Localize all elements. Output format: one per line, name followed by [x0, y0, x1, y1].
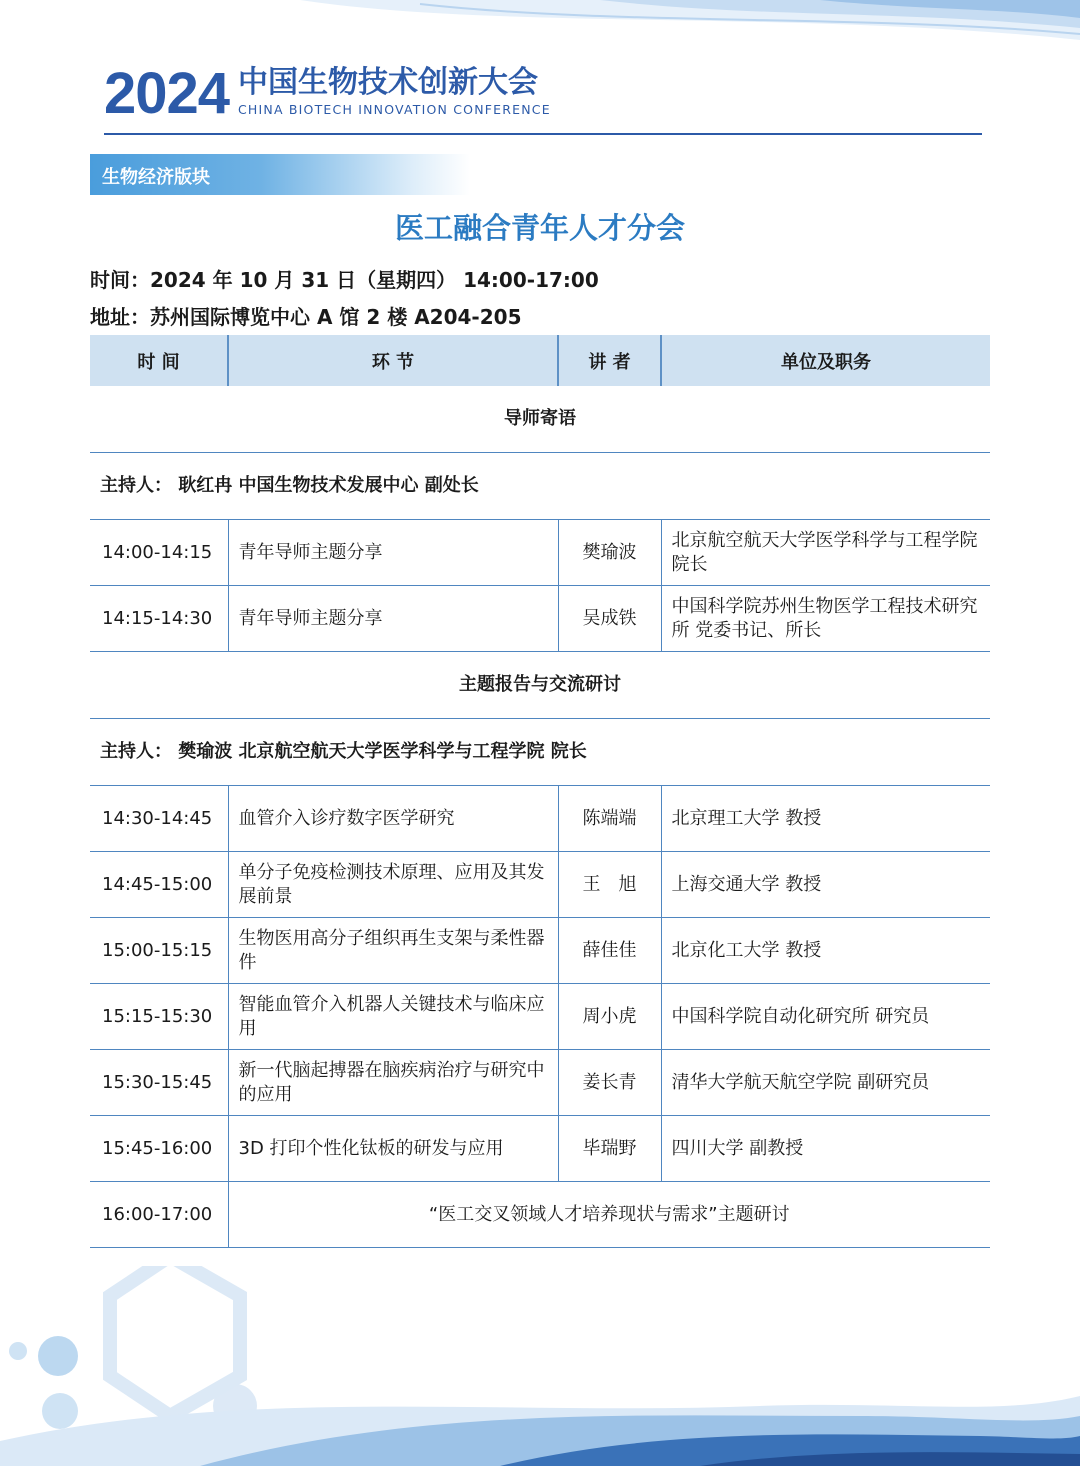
header-session: 环 节 — [228, 335, 558, 386]
schedule-table — [90, 335, 990, 1248]
cell-speaker: 姜长青 — [558, 1050, 661, 1116]
table-row — [90, 1050, 990, 1116]
section-title-row — [90, 386, 990, 453]
cell-time: 14:30-14:45 — [90, 786, 228, 852]
table-row — [90, 984, 990, 1050]
section-title-row — [90, 652, 990, 719]
cell-time: 14:45-15:00 — [90, 852, 228, 918]
conference-name-en: CHINA BIOTECH INNOVATION CONFERENCE — [238, 102, 551, 117]
cell-affiliation: 中国科学院苏州生物医学工程技术研究所 党委书记、所长 — [661, 586, 990, 652]
section-title: 导师寄语 — [90, 386, 990, 453]
header-speaker: 讲 者 — [558, 335, 661, 386]
cell-topic: 青年导师主题分享 — [228, 520, 558, 586]
host-row — [90, 719, 990, 786]
cell-speaker: 王 旭 — [558, 852, 661, 918]
cell-affiliation: 中国科学院自动化研究所 研究员 — [661, 984, 990, 1050]
cell-time: 14:00-14:15 — [90, 520, 228, 586]
cell-affiliation: 四川大学 副教授 — [661, 1116, 990, 1182]
cell-affiliation: 北京化工大学 教授 — [661, 918, 990, 984]
cell-speaker: 周小虎 — [558, 984, 661, 1050]
section-tag — [90, 154, 470, 195]
conference-year: 2024 — [104, 61, 230, 126]
header-time: 时 间 — [90, 335, 228, 386]
forum-title: 医工融合青年人才分会 — [394, 211, 685, 245]
cell-time: 14:15-14:30 — [90, 586, 228, 652]
top-wave-decoration — [0, 0, 1080, 60]
cell-speaker: 吴成铁 — [558, 586, 661, 652]
event-address: 地址：苏州国际博览中心 A 馆 2 楼 A204-205 — [90, 305, 522, 329]
section-tag-label: 生物经济版块 — [102, 167, 210, 188]
host-row — [90, 453, 990, 520]
cell-affiliation: 上海交通大学 教授 — [661, 852, 990, 918]
table-row — [90, 586, 990, 652]
cell-topic: 单分子免疫检测技术原理、应用及其发展前景 — [228, 852, 558, 918]
cell-topic: “医工交叉领域人才培养现状与需求”主题研讨 — [228, 1182, 990, 1248]
section-title: 主题报告与交流研讨 — [90, 652, 990, 719]
cell-time: 15:30-15:45 — [90, 1050, 228, 1116]
cell-topic: 3D 打印个性化钛板的研发与应用 — [228, 1116, 558, 1182]
cell-topic: 新一代脑起搏器在脑疾病治疗与研究中的应用 — [228, 1050, 558, 1116]
table-row — [90, 786, 990, 852]
cell-affiliation: 北京理工大学 教授 — [661, 786, 990, 852]
cell-speaker: 樊瑜波 — [558, 520, 661, 586]
event-time: 时间：2024 年 10 月 31 日（星期四） 14:00-17:00 — [90, 268, 599, 292]
cell-topic: 智能血管介入机器人关键技术与临床应用 — [228, 984, 558, 1050]
cell-time: 16:00-17:00 — [90, 1182, 228, 1248]
table-row — [90, 918, 990, 984]
cell-affiliation: 清华大学航天航空学院 副研究员 — [661, 1050, 990, 1116]
table-row — [90, 520, 990, 586]
host-text: 主持人： 耿红冉 中国生物技术发展中心 副处长 — [90, 453, 990, 520]
host-text: 主持人： 樊瑜波 北京航空航天大学医学科学与工程学院 院长 — [90, 719, 990, 786]
cell-time: 15:45-16:00 — [90, 1116, 228, 1182]
header-affiliation: 单位及职务 — [661, 335, 990, 386]
table-row — [90, 1116, 990, 1182]
cell-speaker: 薛佳佳 — [558, 918, 661, 984]
table-header-row — [90, 335, 990, 386]
conference-name-cn: 中国生物技术创新大会 — [238, 65, 538, 100]
cell-topic: 生物医用高分子组织再生支架与柔性器件 — [228, 918, 558, 984]
cell-topic: 血管介入诊疗数字医学研究 — [228, 786, 558, 852]
header-divider — [104, 133, 982, 135]
cell-speaker: 陈端端 — [558, 786, 661, 852]
cell-topic: 青年导师主题分享 — [228, 586, 558, 652]
cell-time: 15:00-15:15 — [90, 918, 228, 984]
cell-speaker: 毕瑞野 — [558, 1116, 661, 1182]
bottom-wave-decoration — [0, 1266, 1080, 1466]
table-row — [90, 852, 990, 918]
cell-affiliation: 北京航空航天大学医学科学与工程学院 院长 — [661, 520, 990, 586]
cell-time: 15:15-15:30 — [90, 984, 228, 1050]
table-row — [90, 1182, 990, 1248]
